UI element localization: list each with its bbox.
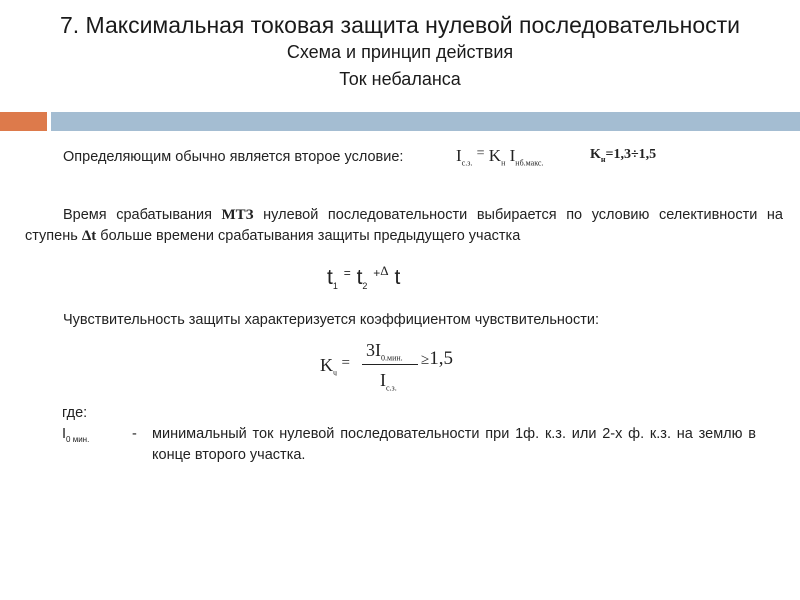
reliability-coefficient: $K_н=1,3\div 1,5$ (590, 147, 657, 164)
where-label: где: (62, 405, 88, 421)
accent-bar-orange (0, 112, 47, 131)
legend-definition: минимальный ток нулевой последовательности при 1ф. к.з. или 2-х ф. к.з. на землю в конце второго участка. (152, 426, 756, 463)
time-paragraph: Время срабатывания МТЗ нулевой последовательности выбирается по условию селективности на ступень Δt больше времени срабатывания защиты предыдущего участка (25, 207, 783, 244)
formula-time: $t_1$ = $t_2$ $^{+\Delta}$ t (327, 263, 401, 292)
formula-numerator: $3I_{0.мин.}$ (366, 340, 403, 363)
accent-bar-blue (51, 112, 800, 131)
page-title: 7. Максимальная токовая защита нулевой последовательности (59, 12, 741, 38)
legend-symbol: $I_{0 мин.}$ (62, 426, 90, 444)
formula-denominator: $I_{с.з.}$ (380, 370, 397, 393)
formula-setting-current: $I_{с.з.}$ = $K_н$ $I_{нб.макс.}$ (456, 146, 544, 168)
formula-k-label: $K_ч$ = (320, 355, 350, 378)
condition-text: Определяющим обычно является второе условие: (63, 149, 404, 165)
fraction-line (362, 364, 418, 365)
sensitivity-text: Чувствительность защиты характеризуется коэффициентом чувствительности: (63, 312, 600, 328)
legend-dash: - (132, 426, 137, 442)
page-subtitle: Схема и принцип действия (286, 42, 514, 62)
page-subtitle-2: Ток небаланса (339, 69, 461, 89)
formula-ge-value: ≥1,5 (421, 348, 453, 369)
